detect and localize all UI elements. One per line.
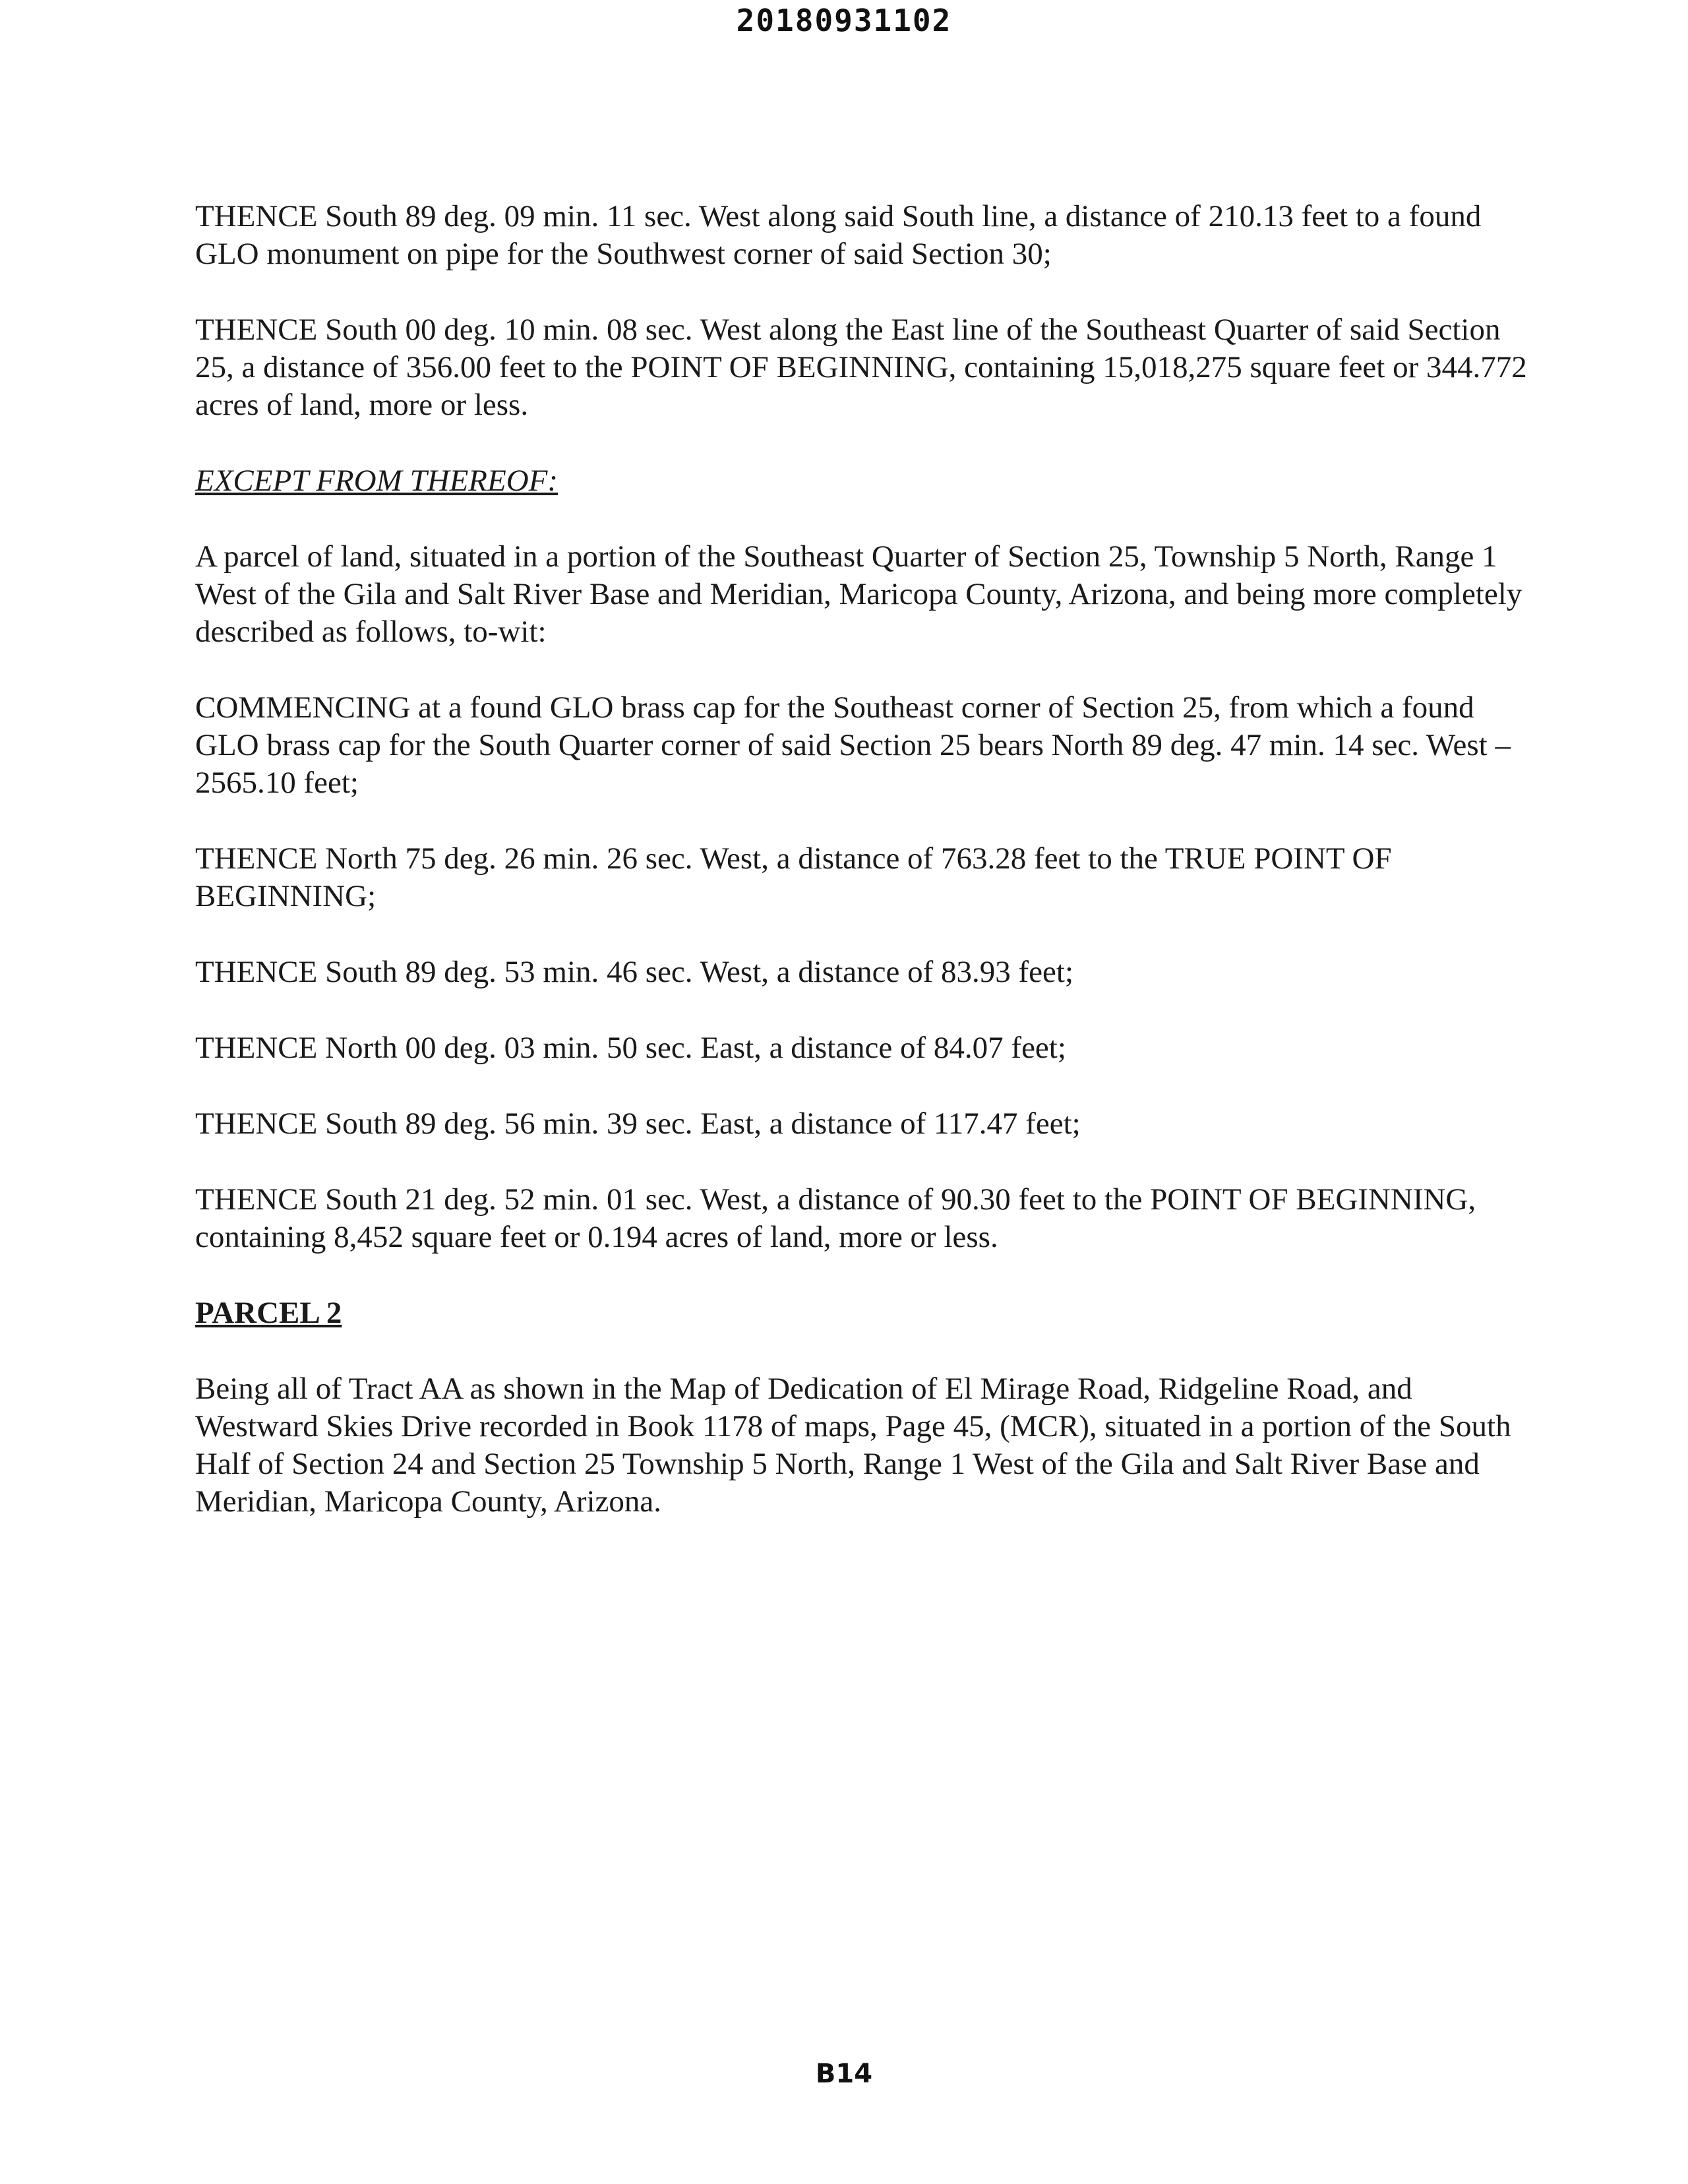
paragraph-commencing: COMMENCING at a found GLO brass cap for the Southeast corner of Section 25, from which a found GLO brass cap for the South Quarter corner of said Section 25 bears North 89 deg. 47 min. 14 sec. West – 2565.10 feet; [195,690,1511,800]
paragraph-thence-south-21-52: THENCE South 21 deg. 52 min. 01 sec. West, a distance of 90.30 feet to the POINT OF BEGINNING, containing 8,452 square feet or 0.194 acres of land, more or less. [195,1182,1476,1254]
except-from-thereof-heading: EXCEPT FROM THEREOF: [195,464,558,498]
document-body [195,198,1527,1559]
parcel-2-heading: PARCEL 2 [195,1296,342,1330]
page-number: B14 [815,2059,873,2089]
paragraph-thence-south-89-56: THENCE South 89 deg. 56 min. 39 sec. East, a distance of 117.47 feet; [195,1107,1081,1141]
document-number: 20180931102 [736,3,952,38]
paragraph-thence-south-89-53: THENCE South 89 deg. 53 min. 46 sec. West, a distance of 83.93 feet; [195,955,1073,989]
paragraph-thence-north-75-26: THENCE North 75 deg. 26 min. 26 sec. West, a distance of 763.28 feet to the TRUE POINT OF BEGINNING; [195,841,1392,913]
paragraph-parcel-description: A parcel of land, situated in a portion of the Southeast Quarter of Section 25, Township 5 North, Range 1 West of the Gila and Salt River Base and Meridian, Maricopa County, Arizona, and being more completely described as follows, to-wit: [195,539,1522,649]
paragraph-tract-aa: Being all of Tract AA as shown in the Map of Dedication of El Mirage Road, Ridgeline Road, and Westward Skies Drive recorded in Book 1178 of maps, Page 45, (MCR), situated in a portion of the South Half of Section 24 and Section 25 Township 5 North, Range 1 West of the Gila and Salt River Base and Meridian, Maricopa County, Arizona. [195,1372,1511,1519]
paragraph-thence-south-00-10: THENCE South 00 deg. 10 min. 08 sec. West along the East line of the Southeast Quarter of said Section 25, a distance of 356.00 feet to the POINT OF BEGINNING, containing 15,018,275 square feet or 344.772 acres of land, more or less. [195,313,1527,422]
paragraph-thence-south-89-09: THENCE South 89 deg. 09 min. 11 sec. West along said South line, a distance of 210.13 feet to a found GLO monument on pipe for the Southwest corner of said Section 30; [195,199,1482,271]
paragraph-thence-north-00-03: THENCE North 00 deg. 03 min. 50 sec. East, a distance of 84.07 feet; [195,1031,1066,1065]
